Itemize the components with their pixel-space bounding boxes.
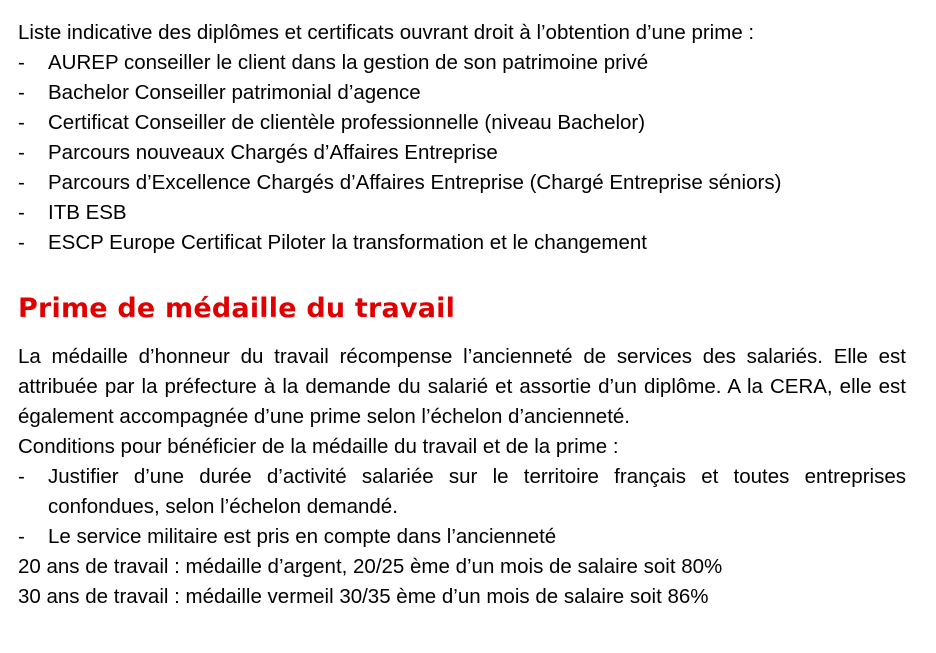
conditions-list bbox=[18, 462, 906, 552]
list-item bbox=[18, 48, 906, 78]
bullet-dash: - bbox=[18, 141, 25, 164]
diploma-item-text: Parcours d’Excellence Chargés d’Affaires Entreprise (Chargé Entreprise séniors) bbox=[48, 171, 782, 194]
bullet-dash: - bbox=[18, 465, 25, 488]
list-item bbox=[18, 198, 906, 228]
bullet-dash: - bbox=[18, 525, 25, 548]
document-page bbox=[18, 18, 906, 612]
bullet-dash: - bbox=[18, 201, 25, 224]
diploma-item-text: ESCP Europe Certificat Piloter la transformation et le changement bbox=[48, 231, 647, 254]
diplomas-list bbox=[18, 48, 906, 258]
bullet-dash: - bbox=[18, 171, 25, 194]
list-item bbox=[18, 462, 906, 522]
section-heading: Prime de médaille du travail bbox=[18, 293, 456, 324]
bullet-dash: - bbox=[18, 111, 25, 134]
diploma-item-text: AUREP conseiller le client dans la gestion de son patrimoine privé bbox=[48, 51, 649, 74]
list-item bbox=[18, 522, 906, 552]
diploma-item-text: ITB ESB bbox=[48, 201, 127, 224]
diploma-item-text: Bachelor Conseiller patrimonial d’agence bbox=[48, 81, 421, 104]
list-item bbox=[18, 108, 906, 138]
list-item bbox=[18, 228, 906, 258]
medal-paragraph: La médaille d’honneur du travail récompense l’ancienneté de services des salariés. Elle est attribuée par la préfecture à la demande du salarié et assortie d’un diplôme. A la CERA, elle est également accompagnée d’une prime selon l’échelon d’ancienneté. bbox=[18, 345, 906, 428]
bullet-dash: - bbox=[18, 81, 25, 104]
condition-item-text: Justifier d’une durée d’activité salariée sur le territoire français et toutes entreprises confondues, selon l’échelon demandé. bbox=[48, 465, 906, 518]
diploma-item-text: Certificat Conseiller de clientèle professionnelle (niveau Bachelor) bbox=[48, 111, 646, 134]
tier-30-years: 30 ans de travail : médaille vermeil 30/35 ème d’un mois de salaire soit 86% bbox=[18, 585, 709, 608]
list-item bbox=[18, 78, 906, 108]
condition-item-text: Le service militaire est pris en compte dans l’ancienneté bbox=[48, 525, 557, 548]
conditions-intro: Conditions pour bénéficier de la médaille du travail et de la prime : bbox=[18, 435, 619, 458]
list-item bbox=[18, 168, 906, 198]
bullet-dash: - bbox=[18, 231, 25, 254]
tier-20-years: 20 ans de travail : médaille d’argent, 20/25 ème d’un mois de salaire soit 80% bbox=[18, 555, 723, 578]
bullet-dash: - bbox=[18, 51, 25, 74]
diploma-item-text: Parcours nouveaux Chargés d’Affaires Entreprise bbox=[48, 141, 498, 164]
diplomas-intro: Liste indicative des diplômes et certificats ouvrant droit à l’obtention d’une prime : bbox=[18, 21, 755, 44]
list-item bbox=[18, 138, 906, 168]
